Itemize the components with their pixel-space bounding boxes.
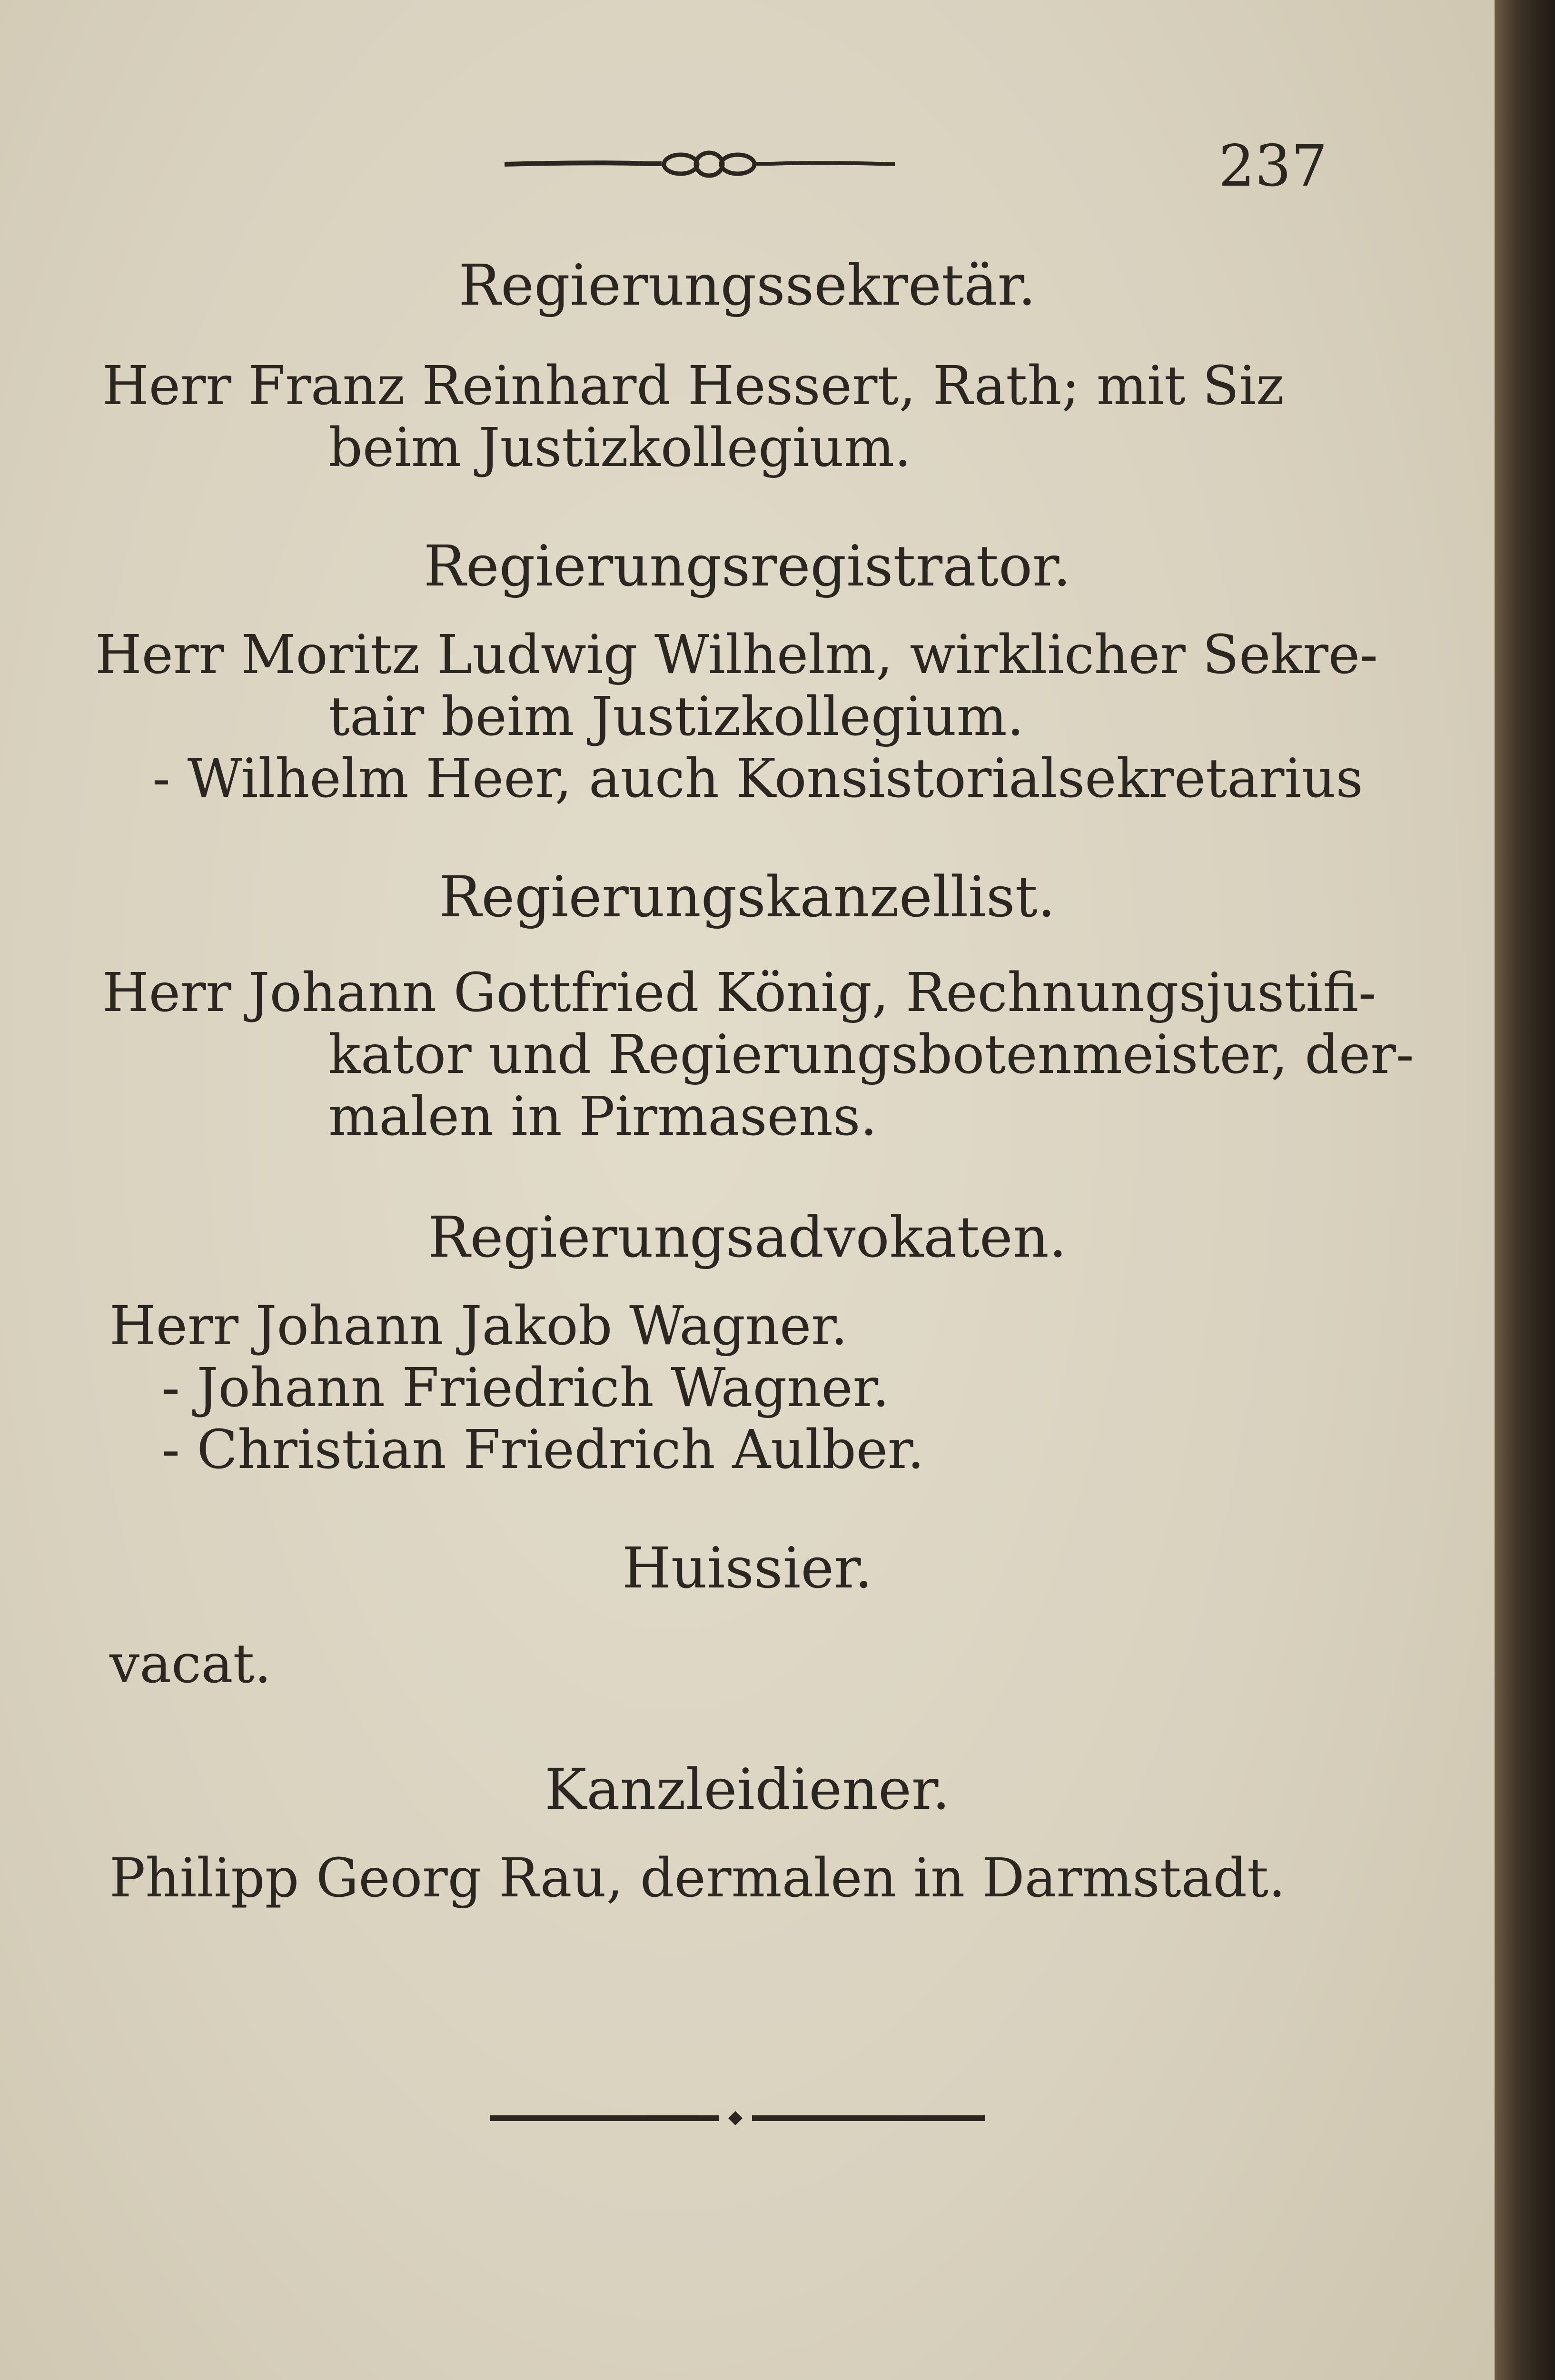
section-heading-regierungssekretaer: Regierungssekretär. bbox=[458, 252, 1036, 318]
section-heading-huissier: Huissier. bbox=[622, 1535, 873, 1601]
entry-line: - Christian Friedrich Aulber. bbox=[162, 1419, 924, 1481]
entry-line: Herr Johann Gottfried König, Rechnungsjustifi- bbox=[102, 962, 1377, 1024]
bottom-ornament bbox=[490, 2104, 985, 2132]
top-ornament bbox=[505, 148, 895, 181]
entry-line: malen in Pirmasens. bbox=[328, 1086, 878, 1148]
entry-line: Herr Moritz Ludwig Wilhelm, wirklicher Sekre- bbox=[95, 624, 1378, 686]
entry-line: - Wilhelm Heer, auch Konsistorialsekretarius bbox=[152, 748, 1363, 810]
entry-line: Philipp Georg Rau, dermalen in Darmstadt. bbox=[109, 1847, 1286, 1909]
entry-line: tair beim Justizkollegium. bbox=[328, 686, 1024, 748]
section-heading-regierungskanzellist: Regierungskanzellist. bbox=[439, 864, 1056, 930]
book-spine bbox=[1495, 0, 1555, 2380]
entry-line: Herr Johann Jakob Wagner. bbox=[109, 1295, 848, 1357]
entry-line: kator und Regierungsbotenmeister, der- bbox=[328, 1024, 1414, 1086]
entry-line: vacat. bbox=[109, 1633, 272, 1695]
entry-line: beim Justizkollegium. bbox=[328, 417, 911, 479]
entry-line: - Johann Friedrich Wagner. bbox=[162, 1357, 890, 1419]
section-heading-regierungsadvokaten: Regierungsadvokaten. bbox=[427, 1204, 1067, 1270]
section-heading-regierungsregistrator: Regierungsregistrator. bbox=[424, 533, 1071, 599]
section-heading-kanzleidiener: Kanzleidiener. bbox=[545, 1756, 950, 1822]
page-number: 237 bbox=[1218, 133, 1328, 199]
entry-line: Herr Franz Reinhard Hessert, Rath; mit Siz bbox=[102, 355, 1284, 417]
